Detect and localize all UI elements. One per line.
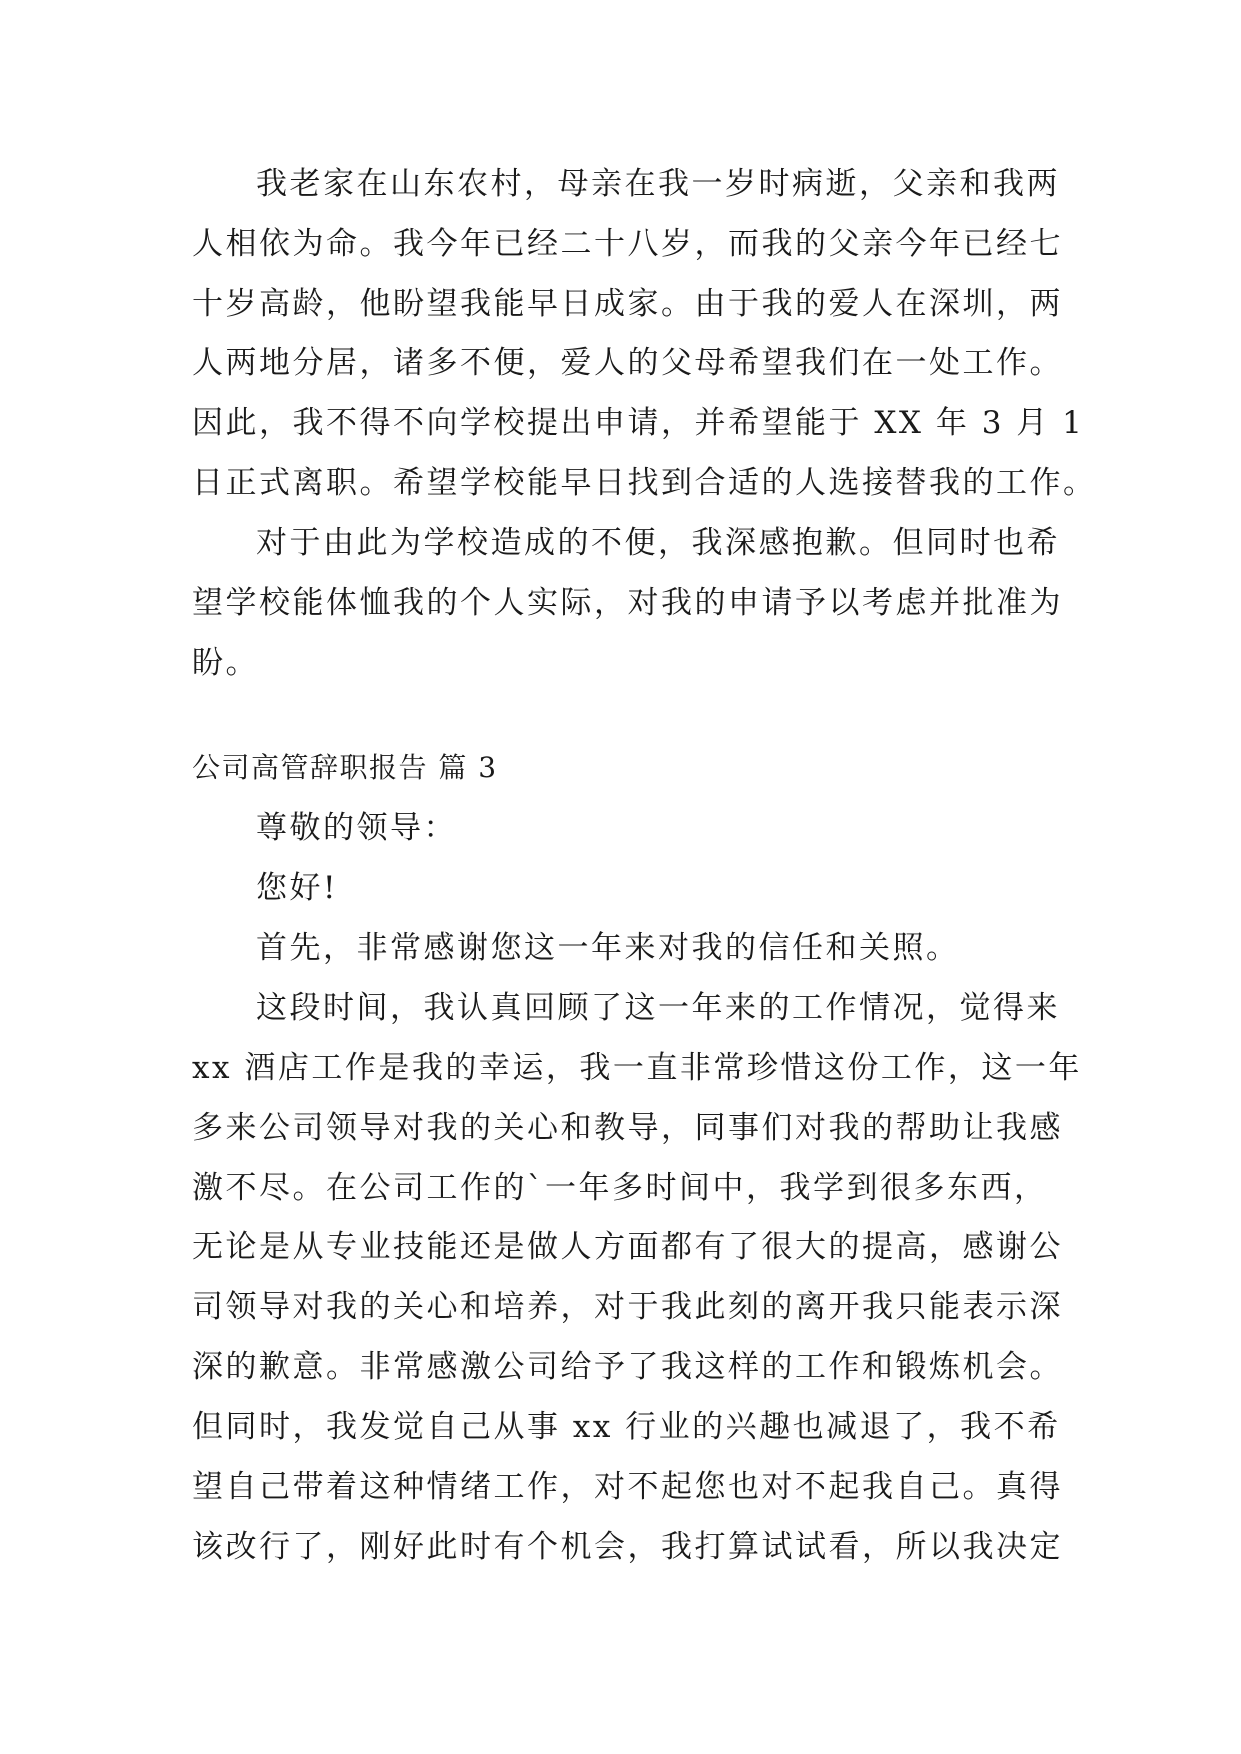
- paragraph-line: xx 酒店工作是我的幸运，我一直非常珍惜这份工作，这一年: [192, 1050, 1082, 1086]
- salutation: 尊敬的领导：: [256, 810, 457, 846]
- paragraph-line: 无论是从专业技能还是做人方面都有了很大的提高，感谢公: [192, 1229, 1063, 1265]
- paragraph-line: 但同时，我发觉自己从事 xx 行业的兴趣也减退了，我不希: [192, 1409, 1061, 1445]
- greeting: 您好!: [256, 870, 338, 906]
- paragraph-line: 多来公司领导对我的关心和教导，同事们对我的帮助让我感: [192, 1110, 1063, 1146]
- paragraph-line: 我老家在山东农村，母亲在我一岁时病逝，父亲和我两: [256, 166, 1060, 202]
- section-heading: 公司高管辞职报告 篇 3: [192, 751, 498, 784]
- paragraph-line: 该改行了，刚好此时有个机会，我打算试试看，所以我决定: [192, 1529, 1063, 1565]
- paragraph-line: 日正式离职。希望学校能早日找到合适的人选接替我的工作。: [192, 465, 1097, 501]
- paragraph-line: 司领导对我的关心和培养，对于我此刻的离开我只能表示深: [192, 1289, 1063, 1325]
- paragraph-line: 深的歉意。非常感激公司给予了我这样的工作和锻炼机会。: [192, 1349, 1063, 1385]
- paragraph-line: 望自己带着这种情绪工作，对不起您也对不起我自己。真得: [192, 1469, 1063, 1505]
- paragraph-line: 激不尽。在公司工作的`一年多时间中，我学到很多东西，: [192, 1170, 1048, 1206]
- paragraph-line: 望学校能体恤我的个人实际，对我的申请予以考虑并批准为: [192, 585, 1063, 621]
- paragraph-line: 十岁高龄，他盼望我能早日成家。由于我的爱人在深圳，两: [192, 286, 1063, 322]
- paragraph-line: 对于由此为学校造成的不便，我深感抱歉。但同时也希: [256, 525, 1060, 561]
- paragraph-line: 这段时间，我认真回顾了这一年来的工作情况，觉得来: [256, 990, 1060, 1026]
- paragraph-line: 首先，非常感谢您这一年来对我的信任和关照。: [256, 930, 960, 966]
- paragraph-line: 因此，我不得不向学校提出申请，并希望能于 XX 年 3 月 1: [192, 405, 1085, 441]
- paragraph-line: 人两地分居，诸多不便，爱人的父母希望我们在一处工作。: [192, 345, 1063, 381]
- paragraph-line: 人相依为命。我今年已经二十八岁，而我的父亲今年已经七: [192, 226, 1063, 262]
- paragraph-line: 盼。: [192, 645, 259, 681]
